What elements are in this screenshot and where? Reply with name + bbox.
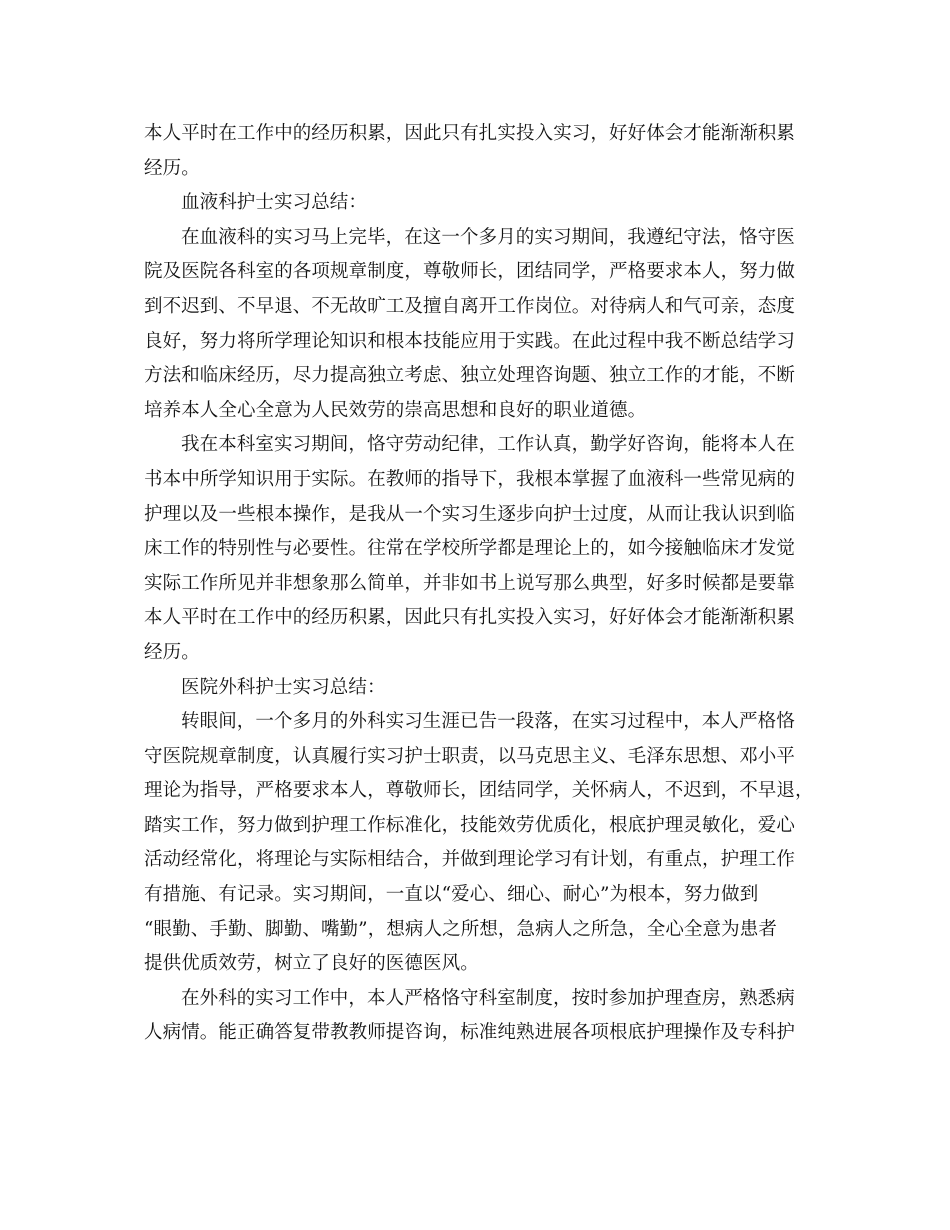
text-line: 踏实工作，努力做到护理工作标准化，技能效劳优质化，根底护理灵敏化，爱心 <box>144 814 796 836</box>
section-heading: 医院外科护士实习总结： <box>181 676 386 698</box>
text-line: 守医院规章制度，认真履行实习护士职责，以马克思主义、毛泽东思想、邓小平 <box>144 745 796 767</box>
text-line: 床工作的特别性与必要性。往常在学校所学都是理论上的，如今接触临床才发觉 <box>144 538 796 560</box>
text-line: 到不迟到、不早退、不无故旷工及擅自离开工作岗位。对待病人和气可亲，态度 <box>144 295 796 317</box>
section-heading: 血液科护士实习总结： <box>181 192 368 214</box>
text-line: 本人平时在工作中的经历积累，因此只有扎实投入实习，好好体会才能渐渐积累 <box>144 607 796 629</box>
text-line: 方法和临床经历，尽力提高独立考虑、独立处理咨询题、独立工作的才能，不断 <box>144 365 796 387</box>
text-line: “眼勤、手勤、脚勤、嘴勤”，想病人之所想，急病人之所急，全心全意为患者 <box>144 918 777 940</box>
text-line: 转眼间，一个多月的外科实习生涯已告一段落，在实习过程中，本人严格恪 <box>181 711 795 733</box>
text-line: 理论为指导，严格要求本人，尊敬师长，团结同学，关怀病人，不迟到，不早退， <box>144 780 814 802</box>
text-line: 在外科的实习工作中，本人严格恪守科室制度，按时参加护理查房，熟悉病 <box>181 987 795 1009</box>
text-line: 活动经常化，将理论与实际相结合，并做到理论学习有计划，有重点，护理工作 <box>144 849 796 871</box>
text-line: 良好，努力将所学理论知识和根本技能应用于实践。在此过程中我不断总结学习 <box>144 330 796 352</box>
text-line: 本人平时在工作中的经历积累，因此只有扎实投入实习，好好体会才能渐渐积累 <box>144 123 796 144</box>
text-line: 书本中所学知识用于实际。在教师的指导下，我根本掌握了血液科一些常见病的 <box>144 468 796 490</box>
text-line: 培养本人全心全意为人民效劳的崇高思想和良好的职业道德。 <box>144 399 647 421</box>
document-page <box>144 117 814 1051</box>
text-line: 经历。 <box>144 641 200 663</box>
text-line: 院及医院各科室的各项规章制度，尊敬师长，团结同学，严格要求本人，努力做 <box>144 261 796 283</box>
text-line: 在血液科的实习马上完毕，在这一个多月的实习期间，我遵纪守法，恪守医 <box>181 226 795 248</box>
text-line: 人病情。能正确答复带教教师提咨询，标准纯熟进展各项根底护理操作及专科护 <box>144 1022 796 1044</box>
text-line: 有措施、有记录。实习期间，一直以“爱心、细心、耐心”为根本，努力做到 <box>144 884 759 906</box>
text-line: 实际工作所见并非想象那么简单，并非如书上说写那么典型，好多时候都是要靠 <box>144 572 796 594</box>
text-line: 提供优质效劳，树立了良好的医德医风。 <box>144 953 479 975</box>
text-line: 经历。 <box>144 157 200 179</box>
text-line: 我在本科室实习期间，恪守劳动纪律，工作认真，勤学好咨询，能将本人在 <box>181 434 795 456</box>
text-line: 护理以及一些根本操作，是我从一个实习生逐步向护士过度，从而让我认识到临 <box>144 503 796 525</box>
